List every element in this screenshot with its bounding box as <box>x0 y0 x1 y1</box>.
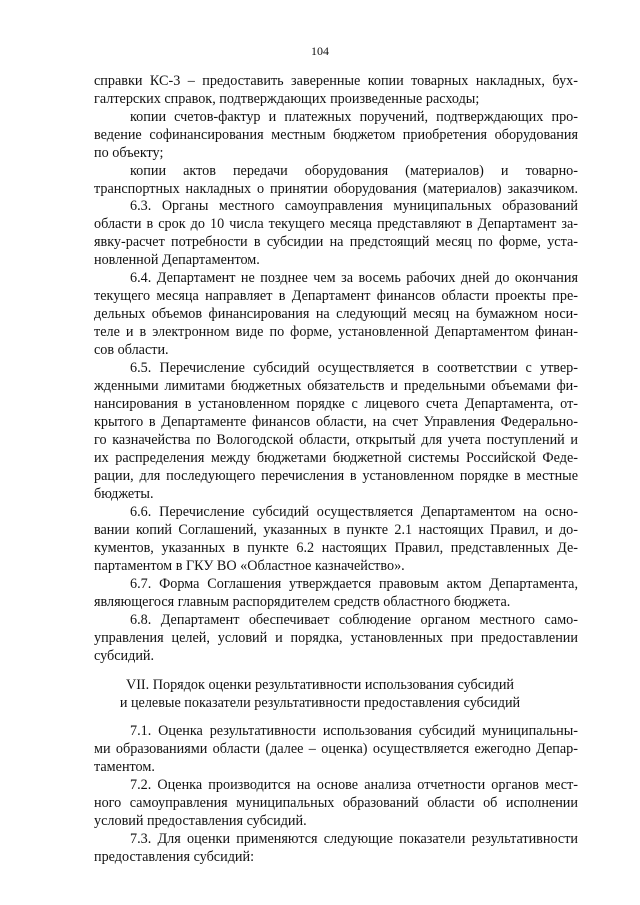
paragraph-line: бюджеты. <box>94 486 154 502</box>
paragraph-line: 7.1. Оценка результативности использования субсидий муниципальны- <box>130 723 578 739</box>
paragraph-line: 6.7. Форма Соглашения утверждается правовым актом Департамента, <box>130 576 578 592</box>
paragraph-line: ведение софинансирования местным бюджетом приобретения оборудования <box>94 127 578 143</box>
paragraph-line: 6.3. Органы местного самоуправления муниципальных образований <box>130 198 578 214</box>
paragraph-line: их распределения между бюджетами бюджетной системы Российской Феде- <box>94 450 578 466</box>
paragraph-line: новленной Департаментом. <box>94 252 260 268</box>
paragraph-line: 6.6. Перечисление субсидий осуществляется Департаментом на осно- <box>130 504 578 520</box>
paragraph-line: таментом. <box>94 759 155 775</box>
paragraph-line: кументов, указанных в пункте 6.2 настоящих Правил, представленных Де- <box>94 540 578 556</box>
paragraph-line: копии актов передачи оборудования (материалов) и товарно- <box>130 163 578 179</box>
paragraph-line: партаментом в ГКУ ВО «Областное казначейство». <box>94 558 405 574</box>
paragraph-line: нансирования в установленном порядке с лицевого счета Департамента, от- <box>94 396 578 412</box>
paragraph-line: вании копий Соглашений, указанных в пункте 2.1 настоящих Правил, и до- <box>94 522 578 538</box>
paragraph-line: по объекту; <box>94 145 164 161</box>
paragraph-line: дельных объемов финансирования на следующий месяц на бумажном носи- <box>94 306 578 322</box>
paragraph-line: галтерских справок, подтверждающих произведенные расходы; <box>94 91 480 107</box>
page-number: 104 <box>311 44 329 58</box>
section-heading-line: и целевые показатели результативности предоставления субсидий <box>119 695 521 711</box>
paragraph-line: 7.3. Для оценки применяются следующие показатели результативности <box>130 831 578 847</box>
paragraph-line: рации, для последующего перечисления в установленном порядке в местные <box>94 468 578 484</box>
paragraph-line: условий предоставления субсидий. <box>94 813 307 829</box>
paragraph-line: крытого в Департаменте финансов области, на счет Управления Федерально- <box>94 414 578 430</box>
paragraph-line: ного самоуправления муниципальных образований области об исполнении <box>94 795 578 811</box>
paragraph-line: сов области. <box>94 342 169 358</box>
paragraph-line: транспортных накладных о принятии оборудования (материалов) заказчиком. <box>94 181 578 197</box>
paragraph-line: предоставления субсидий: <box>94 849 255 865</box>
paragraph-line: текущего месяца направляет в Департамент финансов области проекты пре- <box>94 288 578 304</box>
paragraph-line: жденными лимитами бюджетных обязательств и предельными объемами фи- <box>94 378 578 394</box>
paragraph-line: управления целей, условий и порядка, установленных при предоставлении <box>94 630 578 646</box>
paragraph-line: го казначейства по Вологодской области, открытый для учета поступлений и <box>94 432 578 448</box>
paragraph-line: являющегося главным распорядителем средств областного бюджета. <box>94 594 511 610</box>
paragraph-line: явку-расчет потребности в субсидии на предстоящий месяц по форме, уста- <box>94 234 578 250</box>
paragraph-line: 7.2. Оценка производится на основе анализа отчетности органов мест- <box>130 777 578 793</box>
paragraph-line: области в срок до 10 числа текущего месяца представляют в Департамент за- <box>94 216 578 232</box>
paragraph-line: субсидий. <box>94 648 155 664</box>
paragraph-line: теле и в электронном виде по форме, установленной Департаментом финан- <box>94 324 578 340</box>
paragraph-line: 6.4. Департамент не позднее чем за восемь рабочих дней до окончания <box>130 270 578 286</box>
paragraph-line: 6.5. Перечисление субсидий осуществляется в соответствии с утвер- <box>130 360 578 376</box>
section-heading-line: VII. Порядок оценки результативности использования субсидий <box>125 677 515 693</box>
paragraph-line: ми образованиями области (далее – оценка) осуществляется ежегодно Депар- <box>94 741 578 757</box>
paragraph-line: копии счетов-фактур и платежных поручений, подтверждающих про- <box>130 109 578 125</box>
paragraph-line: 6.8. Департамент обеспечивает соблюдение органом местного само- <box>130 612 578 628</box>
paragraph-line: справки КС-3 – предоставить заверенные копии товарных накладных, бух- <box>94 73 578 89</box>
